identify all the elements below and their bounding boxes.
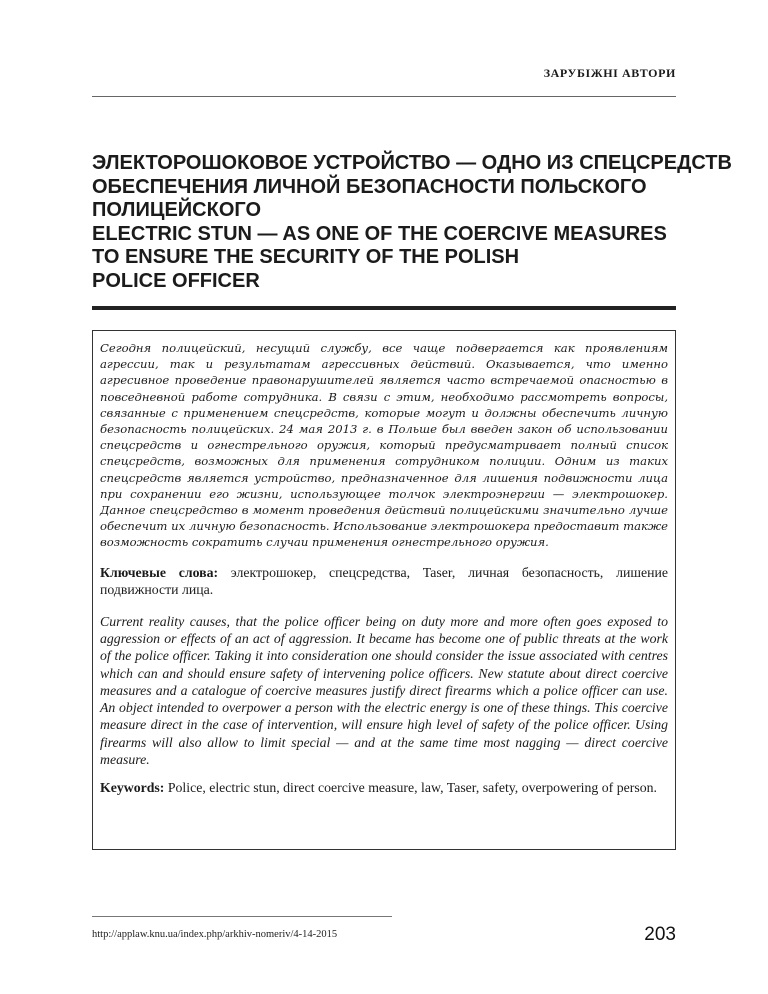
abstract-ru: Сегодня полицейский, несущий службу, все чаще подвергается как проявлениям агрессии, так и результатам агрессивных действий. Оказывается, что именно агресивное проведение правонарушителей является часто встречаемой опасностью в повседневной работе сотрудника. В связи с этим, необходимо рассмотреть вопросы, связанные с применением спецсредств, которые могут и должны обеспечить личную безопасность полицейских. 24 мая 2013 г. в Польше был введен закон об использовании спецсредств и огнестрельного оружия, который предусматривает полный список спецсредств, возможных для применения сотрудником полиции. Одним из таких спецсредств является устройство, предназначенное для лишения подвижности лица при сохранении его жизни, использующее толчок электроэнергии — электрошокер. Данное спецсредство в момент проведения действий полицейскими значительно лучше обеспечит их личную безопасность. Использование электрошокера предоставит также возможность сократить случаи применения огнестрельного оружия. xyxy=(100,341,668,550)
keywords-ru xyxy=(100,564,668,598)
abstract-en: Current reality causes, that the police officer being on duty more and more often goes exposed to aggression or effects of an act of aggression. It became has become one of public threats at the work of the police officer. Taking it into consideration one should consider the issue associated with centres which can and should ensure safety of intervening police officers. New statute about direct coercive measures and a catalogue of coercive measures justify direct firearms which a police officer can use. An object intended to overpower a person with the electric energy is one of these things. This coercive measure direct in the case of intervention, will ensure high level of safety of the police officer. Using firearms will also allow to limit special — and at the same time most nagging — direct coercive measure. xyxy=(100,613,668,768)
header-divider xyxy=(92,96,676,97)
keywords-en xyxy=(100,779,668,796)
keywords-en-text: Police, electric stun, direct coercive measure, law, Taser, safety, overpowering of person. xyxy=(167,780,657,796)
title-ru-line-1: ЭЛЕКТОРОШОКОВОЕ УСТРОЙСТВО — ОДНО ИЗ СПЕЦСРЕДСТВ xyxy=(92,152,732,174)
footer-divider xyxy=(92,916,392,917)
title-en-line-2: TO ENSURE THE SECURITY OF THE POLISH xyxy=(92,246,520,268)
section-header: ЗАРУБІЖНІ АВТОРИ xyxy=(543,66,676,80)
title-divider xyxy=(92,306,676,310)
abstract-box xyxy=(92,330,676,850)
keywords-ru-text: электрошокер, спецсредства, Taser, личная безопасность, лишение подвижности лица. xyxy=(100,564,668,597)
keywords-en-label: Keywords: xyxy=(100,780,165,796)
article-title xyxy=(92,152,732,293)
title-en-line-3: POLICE OFFICER xyxy=(92,269,260,292)
title-ru-line-3: ПОЛИЦЕЙСКОГО xyxy=(92,199,262,221)
title-ru-line-2: ОБЕСПЕЧЕНИЯ ЛИЧНОЙ БЕЗОПАСНОСТИ ПОЛЬСКОГО xyxy=(92,175,647,198)
footer-url: http://applaw.knu.ua/index.php/arkhiv-nomeriv/4-14-2015 xyxy=(92,929,338,940)
keywords-ru-label: Ключевые слова: xyxy=(100,564,219,580)
title-en-line-1: ELECTRIC STUN — AS ONE OF THE COERCIVE MEASURES xyxy=(92,222,667,245)
page-number: 203 xyxy=(644,924,676,945)
